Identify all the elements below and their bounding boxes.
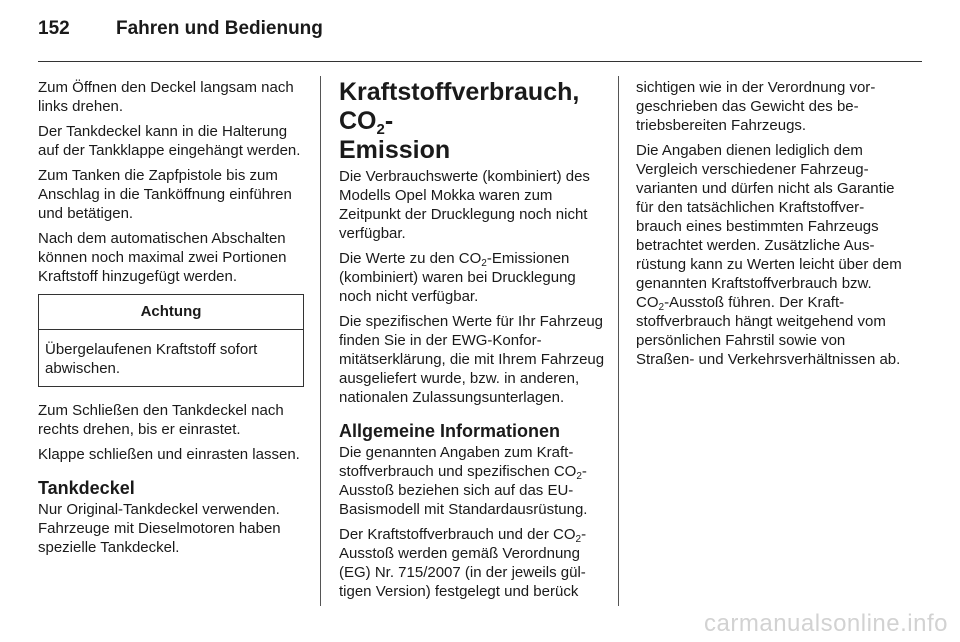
- column-divider: [320, 76, 321, 606]
- header-rule: [38, 61, 922, 62]
- paragraph: sichtigen wie in der Verordnung vorgeschrieben das Gewicht des betriebsbereiten Fahrzeugs.: [636, 79, 876, 134]
- paragraph: Die genannten Angaben zum Kraftstoffverbrauch und spezifischen $CO_2$-Ausstoß beziehen sich auf das EU-Basismodell mit Standardausrüstung.: [339, 444, 588, 518]
- section-heading-general-info: Allgemeine Informationen: [339, 421, 561, 441]
- section-heading-fuel-consumption: Kraftstoffverbrauch, $CO_2-$ Emission: [339, 78, 580, 164]
- page-title: Fahren und Bedienung: [116, 18, 323, 39]
- section-heading-tankdeckel: Tankdeckel: [38, 478, 135, 498]
- column-left: [38, 78, 304, 563]
- paragraph: Der Tankdeckel kann in die Halterung auf der Tankklappe eingehängt werden.: [38, 123, 301, 159]
- paragraph: Zum Öffnen den Deckel langsam nach links drehen.: [38, 79, 294, 115]
- paragraph: Die Angaben dienen lediglich dem Vergleich verschiedener Fahrzeugvarianten und dürfen nicht als Garantie für den tatsächlichen Kraftstoffverbrauch eines bestimmten Fahrzeugs betrachtet werden. Zusätzliche Ausrüstung kann zu Werten leicht über dem genannten Kraftstoffverbrauch bzw. $CO_2$-Ausstoß führen. Der Kraftstoffverbrauch hängt weitgehend vom persönlichen Fahrstil sowie von Straßen- und Verkehrsverhältnissen ab.: [636, 142, 902, 368]
- paragraph: Nur Original-Tankdeckel verwenden. Fahrzeuge mit Dieselmotoren haben spezielle Tankdeckel.: [38, 501, 281, 556]
- paragraph: Nach dem automatischen Abschalten können noch maximal zwei Portionen Kraftstoff hinzugefügt werden.: [38, 230, 287, 285]
- column-right: [636, 78, 902, 375]
- paragraph: Der Kraftstoffverbrauch und der $CO_2$-Ausstoß werden gemäß Verordnung (EG) Nr. 715/2007 (in der jeweils gültigen Version) festgelegt und berück: [339, 526, 587, 600]
- paragraph: Klappe schließen und einrasten lassen.: [38, 446, 300, 463]
- column-middle: [339, 78, 605, 607]
- column-divider: [618, 76, 619, 606]
- paragraph: Zum Schließen den Tankdeckel nach rechts drehen, bis er einrastet.: [38, 402, 284, 438]
- paragraph: Die Werte zu den $CO_2$-Emissionen (kombiniert) waren bei Drucklegung noch nicht verfügbar.: [339, 250, 576, 305]
- paragraph: Zum Tanken die Zapfpistole bis zum Anschlag in die Tanköffnung einführen und betätigen.: [38, 167, 292, 222]
- watermark: carmanualsonline.info: [704, 610, 948, 637]
- page-number: 152: [38, 18, 70, 39]
- paragraph: Die spezifischen Werte für Ihr Fahrzeug finden Sie in der EWG-Konformitätserklärung, die mit Ihrem Fahrzeug ausgeliefert wurde, bzw. in anderen, nationalen Zulassungsunterlagen.: [339, 313, 605, 406]
- warning-text: Übergelaufenen Kraftstoff sofort abwischen.: [45, 341, 258, 377]
- paragraph: Die Verbrauchswerte (kombiniert) des Modells Opel Mokka waren zum Zeitpunkt der Drucklegung noch nicht verfügbar.: [339, 168, 590, 242]
- warning-title: Achtung: [39, 295, 303, 330]
- warning-box: [38, 294, 304, 387]
- page-header: [38, 18, 323, 40]
